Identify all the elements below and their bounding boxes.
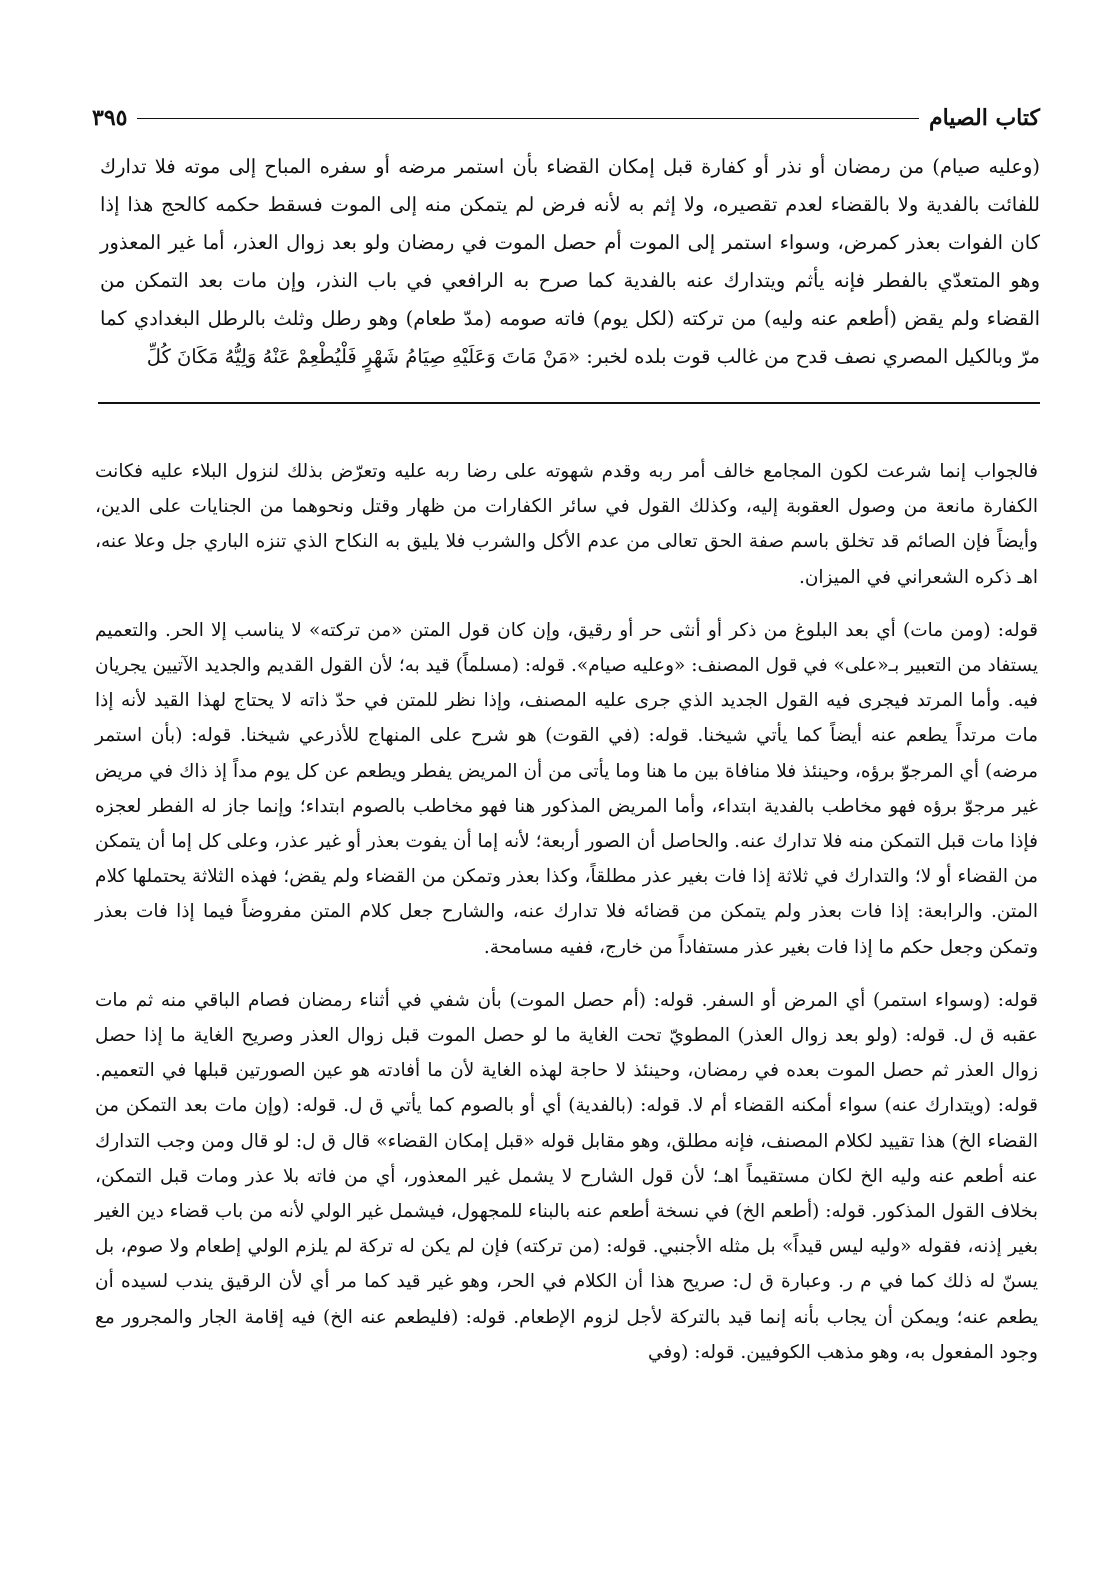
book-title: كتاب الصيام (928, 105, 1040, 131)
matn-commentary-divider (98, 402, 1040, 404)
page-header (92, 98, 1040, 138)
commentary-paragraph-2: قوله: (ومن مات) أي بعد البلوغ من ذكر أو أنثى حر أو رقيق، وإن كان قول المتن «من تركته» لا يناسب إلا الحر. والتعميم يستفاد من التعبير بـ«على» في قول المصنف: «وعليه صيام». قوله: (مسلماً) قيد به؛ لأن القول القديم والجديد الآتيين يجريان فيه. وأما المرتد فيجرى فيه القول الجديد الذي جرى عليه المصنف، وإذا نظر للمتن في حدّ ذاته لا يحتاج لهذا القيد لأنه إذا مات مرتداً يطعم عنه أيضاً كما يأتي شيخنا. قوله: (في القوت) هو شرح على المنهاج للأذرعي شيخنا. قوله: (بأن استمر مرضه) أي المرجوّ برؤه، وحينئذ فلا منافاة بين ما هنا وما يأتى من أن المريض يفطر ويطعم عن كل يوم مداً إذ ذاك في مريض غير مرجوّ برؤه فهو مخاطب بالفدية ابتداء، وأما المريض المذكور هنا فهو مخاطب بالصوم ابتداء؛ وإنما جاز له الفطر لعجزه فإذا مات قبل التمكن منه فلا تدارك عنه. والحاصل أن الصور أربعة؛ لأنه إما أن يفوت بعذر أو غير عذر، وعلى كل إما أن يتمكن من القضاء أو لا؛ والتدارك في ثلاثة إذا فات بغير عذر مطلقاً، وكذا بعذر وتمكن من القضاء ولم يقض؛ فهذه الثلاثة يحتملها كلام المتن. والرابعة: إذا فات بعذر ولم يتمكن من قضائه فلا تدارك عنه، والشارح جعل كلام المتن مفروضاً فيما إذا فات بعذر وتمكن وجعل حكم ما إذا فات بغير عذر مستفاداً من خارج، ففيه مسامحة. (95, 619, 1038, 958)
commentary-paragraph-1: فالجواب إنما شرعت لكون المجامع خالف أمر ربه وقدم شهوته على رضا ربه عليه وتعرّض بذلك لنزول البلاء عليه فكانت الكفارة مانعة من وصول العقوبة إليه، وكذلك القول في سائر الكفارات من ظهار وقتل ونحوهما من الجنايات على الدين، وأيضاً فإن الصائم قد تخلق باسم صفة الحق تعالى من عدم الأكل والشرب فلا يليق به النكاح الذي تنزه الباري جل وعلا عنه، اهـ ذكره الشعراني في الميزان. (95, 461, 1038, 588)
page-number: ٣٩٥ (92, 105, 128, 131)
commentary-paragraph-3: قوله: (وسواء استمر) أي المرض أو السفر. قوله: (أم حصل الموت) بأن شفي في أثناء رمضان فصام الباقي منه ثم مات عقبه ق ل. قوله: (ولو بعد زوال العذر) المطويّ تحت الغاية ما لو حصل الموت قبل زوال العذر وصريح الغاية ما إذا حصل زوال العذر ثم حصل الموت بعده في رمضان، وحينئذ لا حاجة لهذه الغاية لأن ما أفادته هو عين الصورتين قبلها في التعميم. قوله: (ويتدارك عنه) سواء أمكنه القضاء أم لا. قوله: (بالفدية) أي أو بالصوم كما يأتي ق ل. قوله: (وإن مات بعد التمكن من القضاء الخ) هذا تقييد لكلام المصنف، فإنه مطلق، وهو مقابل قوله «قبل إمكان القضاء» قال ق ل: لو قال ومن وجب التدارك عنه أطعم عنه وليه الخ لكان مستقيماً اهـ؛ لأن قول الشارح لا يشمل غير المعذور، أي من فاته بلا عذر ومات قبل التمكن، بخلاف القول المذكور. قوله: (أطعم الخ) في نسخة أطعم عنه بالبناء للمجهول، فيشمل غير الولي لأنه من باب قضاء دين الغير بغير إذنه، فقوله «وليه ليس قيداً» بل مثله الأجنبي. قوله: (من تركته) فإن لم يكن له تركة لم يلزم الولي إطعام ولا صوم، بل يسنّ له ذلك كما في م ر. وعبارة ق ل: صريح هذا أن الكلام في الحر، وهو غير قيد كما مر أي لأن الرقيق يندب لسيده أن يطعم عنه؛ ويمكن أن يجاب بأنه إنما قيد بالتركة لأجل لزوم الإطعام. قوله: (فليطعم عنه الخ) فيه إقامة الجار والمجرور مع وجود المفعول به، وهو مذهب الكوفيين. قوله: (وفي (95, 989, 1038, 1363)
commentary-text-block (95, 454, 1038, 1388)
header-rule (137, 118, 919, 119)
matn-text-block (100, 148, 1040, 376)
matn-paragraph: (وعليه صيام) من رمضان أو نذر أو كفارة قبل إمكان القضاء بأن استمر مرضه أو سفره المباح إلى موته فلا تدارك للفائت بالفدية ولا بالقضاء لعدم تقصيره، ولا إثم به لأنه فرض لم يتمكن منه إلى الموت فسقط حكمه كالحج هذا إذا كان الفوات بعذر كمرض، وسواء استمر إلى الموت أم حصل الموت في رمضان ولو بعد زوال العذر، أما غير المعذور وهو المتعدّي بالفطر فإنه يأثم ويتدارك عنه بالفدية كما صرح به الرافعي في باب النذر، وإن مات بعد التمكن من القضاء ولم يقض (أطعم عنه وليه) من تركته (لكل يوم) فاته صومه (مدّ طعام) وهو رطل وثلث بالرطل البغدادي كما مرّ وبالكيل المصري نصف قدح من غالب قوت بلده لخبر: «مَنْ مَاتَ وَعَلَيْهِ صِيَامُ شَهْرٍ فَلْيُطْعِمْ عَنْهُ وَلِيُّهُ مَكَانَ كُلِّ (100, 155, 1041, 368)
